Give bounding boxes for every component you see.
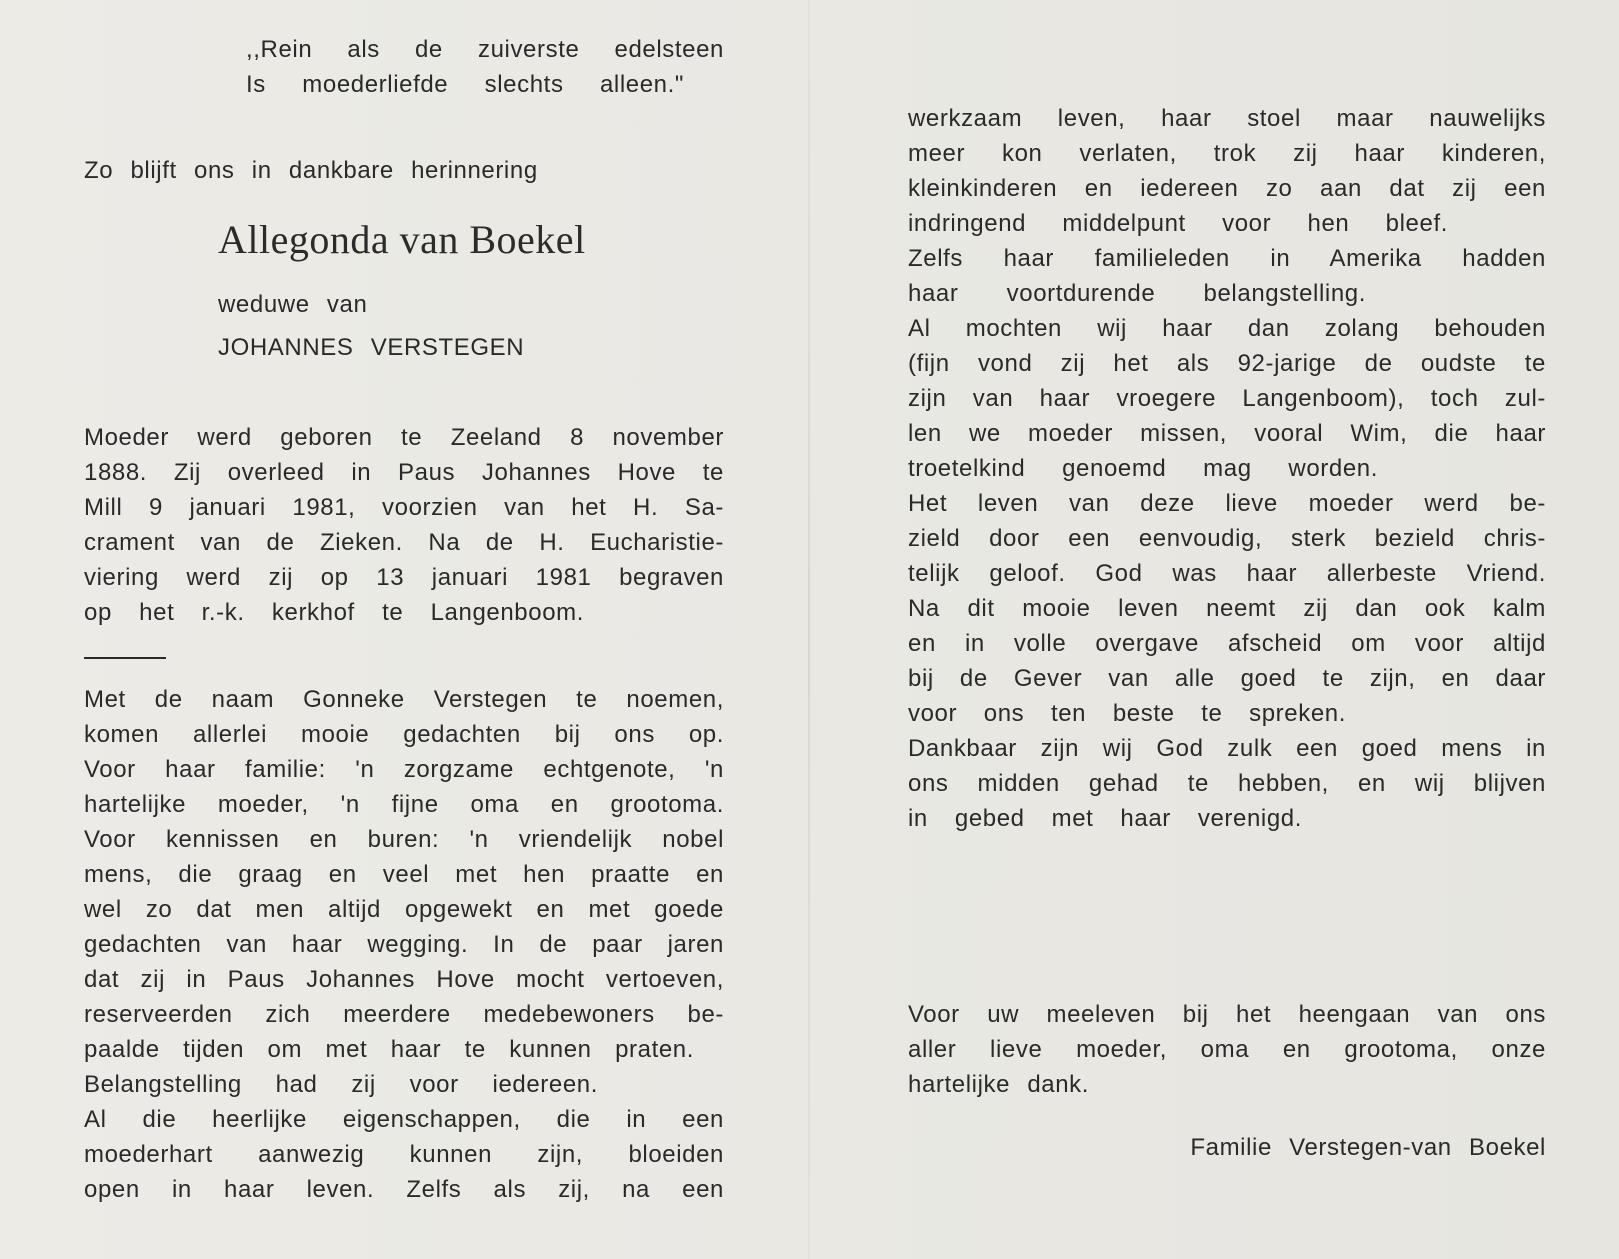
widow-label [218, 287, 367, 322]
tribute-line: bij de Gever van alle goed te zijn, en daar [908, 665, 1546, 692]
tribute-line: paalde tijden om met haar te kunnen praten. [84, 1036, 694, 1063]
tribute-line: ons midden gehad te hebben, en wij blijven [908, 770, 1546, 797]
tribute-line: voor ons ten beste te spreken. [908, 700, 1346, 727]
tribute-line: open in haar leven. Zelfs als zij, na een [84, 1176, 724, 1203]
tribute-line: telijk geloof. God was haar allerbeste Vriend. [908, 560, 1546, 587]
tribute-line: dat zij in Paus Johannes Hove mocht vertoeven, [84, 966, 724, 993]
motto [246, 32, 724, 102]
tribute-line: Al mochten wij haar dan zolang behouden [908, 315, 1546, 342]
spouse-name [218, 330, 524, 365]
tribute-line: Dankbaar zijn wij God zulk een goed mens in [908, 735, 1546, 762]
tribute-line: Zelfs haar familieleden in Amerika hadden [908, 245, 1546, 272]
tribute-line: in gebed met haar verenigd. [908, 805, 1302, 832]
tribute-line: Voor haar familie: 'n zorgzame echtgenote, 'n [84, 756, 724, 783]
section-divider [84, 657, 166, 659]
deceased-name: Allegonda van Boekel [218, 217, 586, 262]
thanks-line: aller lieve moeder, oma en grootoma, onze [908, 1036, 1546, 1063]
tribute-line: Het leven van deze lieve moeder werd be- [908, 490, 1546, 517]
thanks-line: Voor uw meeleven bij het heengaan van ons [908, 1001, 1546, 1028]
motto-line: Is moederliefde slechts alleen." [246, 71, 684, 98]
bio-line: viering werd zij op 13 januari 1981 begraven [84, 564, 724, 591]
thanks-note [908, 997, 1546, 1102]
bio-line: Moeder werd geboren te Zeeland 8 november [84, 424, 724, 451]
tribute-line: haar voortdurende belangstelling. [908, 280, 1366, 307]
tribute-line: wel zo dat men altijd opgewekt en met goede [84, 896, 724, 923]
tribute-line: zield door een eenvoudig, sterk bezield chris- [908, 525, 1546, 552]
tribute-line: indringend middelpunt voor hen bleef. [908, 210, 1448, 237]
tribute-line: Voor kennissen en buren: 'n vriendelijk nobel [84, 826, 724, 853]
tribute-line: len we moeder missen, vooral Wim, die haar [908, 420, 1546, 447]
widow-label-text: weduwe van [218, 291, 368, 318]
spouse-name-text: JOHANNES VERSTEGEN [218, 334, 525, 361]
tribute-line: zijn van haar vroegere Langenboom), toch zul- [908, 385, 1546, 412]
tribute-line: kleinkinderen en iedereen zo aan dat zij een [908, 175, 1546, 202]
bio-line: 1888. Zij overleed in Paus Johannes Hove te [84, 459, 724, 486]
tribute-line: Al die heerlijke eigenschappen, die in een [84, 1106, 724, 1133]
bio-line: op het r.-k. kerkhof te Langenboom. [84, 599, 584, 626]
tribute-line: reserveerden zich meerdere medebewoners be- [84, 1001, 724, 1028]
family-signature-text: Familie Verstegen-van Boekel [1190, 1134, 1546, 1161]
intro-line: Zo blijft ons in dankbare herinnering [84, 157, 538, 184]
tribute-line: Met de naam Gonneke Verstegen te noemen, [84, 686, 724, 713]
thanks-line: hartelijke dank. [908, 1071, 1090, 1098]
tribute-line: mens, die graag en veel met hen praatte en [84, 861, 724, 888]
tribute-line: meer kon verlaten, trok zij haar kinderen, [908, 140, 1546, 167]
bio-line: Mill 9 januari 1981, voorzien van het H. Sa- [84, 494, 724, 521]
family-signature [1140, 1130, 1546, 1165]
tribute-line: hartelijke moeder, 'n fijne oma en grootoma. [84, 791, 724, 818]
tribute-line: komen allerlei mooie gedachten bij ons op. [84, 721, 724, 748]
tribute-line: moederhart aanwezig kunnen zijn, bloeiden [84, 1141, 724, 1168]
tribute-line: troetelkind genoemd mag worden. [908, 455, 1378, 482]
tribute-line: en in volle overgave afscheid om voor altijd [908, 630, 1546, 657]
card-fold [808, 0, 810, 1259]
intro-text [84, 153, 538, 188]
biography [84, 420, 724, 630]
tribute-line: Na dit mooie leven neemt zij dan ook kalm [908, 595, 1546, 622]
tribute-line: gedachten van haar wegging. In de paar jaren [84, 931, 724, 958]
motto-line: ,,Rein als de zuiverste edelsteen [246, 36, 724, 63]
tribute-line: (fijn vond zij het als 92-jarige de oudste te [908, 350, 1546, 377]
tribute-left [84, 682, 724, 1207]
tribute-line: Belangstelling had zij voor iedereen. [84, 1071, 598, 1098]
tribute-right [908, 101, 1546, 836]
bio-line: crament van de Zieken. Na de H. Eucharistie- [84, 529, 724, 556]
tribute-line: werkzaam leven, haar stoel maar nauwelijks [908, 105, 1546, 132]
